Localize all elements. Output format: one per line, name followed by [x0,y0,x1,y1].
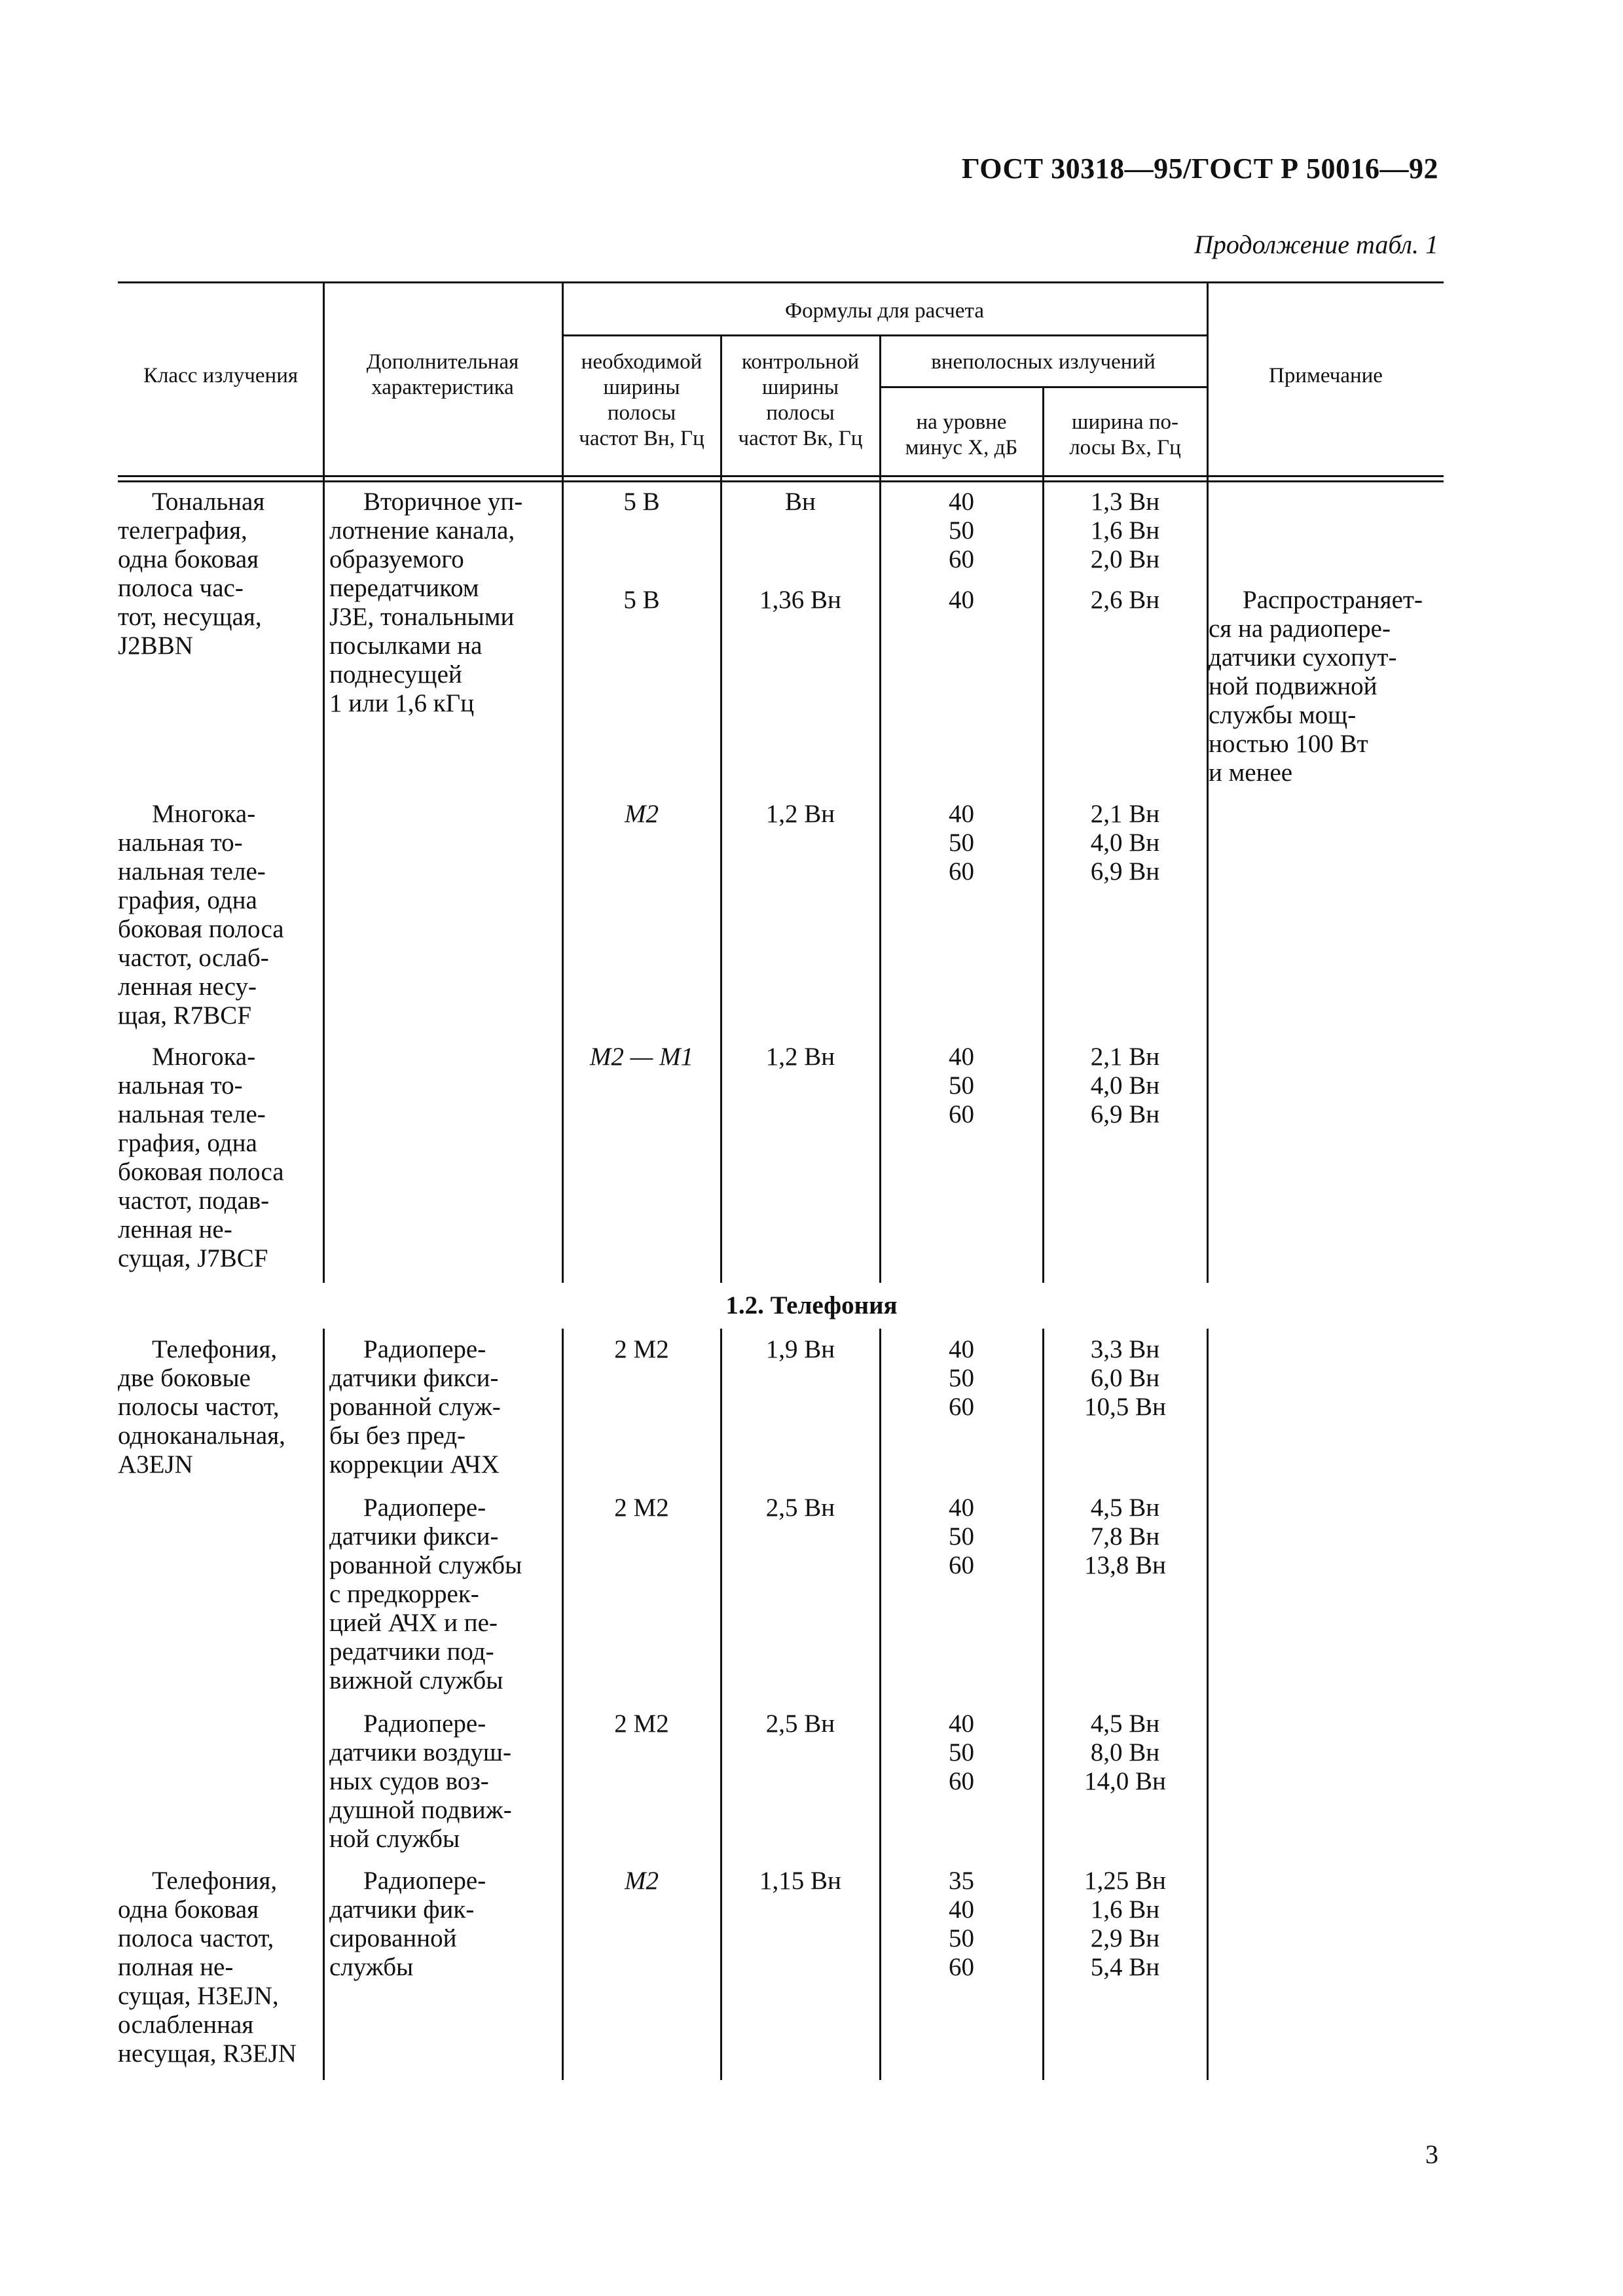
row3-required: M2 — M1 [589,1043,694,1071]
row2-required: M2 [625,800,659,828]
header-required-bandwidth: необходимой ширины полосы частот Bн, Гц [579,350,704,450]
row5-level: 40 50 60 [949,1494,974,1579]
row1b-level: 40 [949,586,974,614]
row3-class: Многока- нальная то- нальная теле- графия, одна боковая полоса частот, подав- ленная не- сущая, J7BCF [118,1043,284,1272]
row1-class: Тональная телеграфия, одна боковая полоса час- тот, несущая, J2BBN [118,488,265,660]
row1b-note: Распространяет- ся на радиопере- датчики сухопут- ной подвижной службы мощ- ностью 100 Вт и менее [1209,586,1423,787]
header-formulas: Формулы для расчета [785,299,984,323]
row7-control: 1,15 Bн [759,1867,841,1895]
row5-required: 2 M2 [614,1494,669,1522]
row1-characteristic: Вторичное уп- лотнение канала, образуемого передатчиком J3E, тональными посылками на поднесущей 1 или 1,6 кГц [329,488,523,717]
row2-control: 1,2 Bн [765,800,835,828]
row1a-control: Bн [785,488,816,516]
row5-bandwidth: 4,5 Bн 7,8 Bн 13,8 Bн [1084,1494,1166,1579]
row7-characteristic: Радиопере- датчики фик- сированной службы [329,1867,486,1981]
row4-class: Телефония, две боковые полосы частот, одноканальная, A3EJN [118,1335,285,1479]
row4-level: 40 50 60 [949,1335,974,1421]
header-level: на уровне минус X, дБ [905,410,1018,459]
row1a-level: 40 50 60 [949,488,974,573]
header-additional: Дополнительная характеристика [366,350,519,399]
row6-characteristic: Радиопере- датчики воздуш- ных судов воз- душной подвиж- ной службы [329,1710,512,1853]
row6-control: 2,5 Bн [765,1710,835,1738]
row4-bandwidth: 3,3 Bн 6,0 Bн 10,5 Bн [1084,1335,1166,1421]
row2-level: 40 50 60 [949,800,974,886]
row2-class: Многока- нальная то- нальная теле- графия, одна боковая полоса частот, ослаб- ленная несу- щая, R7BCF [118,800,284,1030]
row4-control: 1,9 Bн [765,1335,835,1363]
row4-required: 2 M2 [614,1335,669,1363]
row7-bandwidth: 1,25 Bн 1,6 Bн 2,9 Bн 5,4 Bн [1084,1867,1166,1981]
row3-level: 40 50 60 [949,1043,974,1128]
header-outband: внеполосных излучений [931,350,1156,374]
header-note: Примечание [1269,364,1383,387]
section-heading: 1.2. Телефония [725,1291,898,1319]
row1b-required: 5 B [623,586,660,614]
row7-required: M2 [625,1867,659,1895]
row1a-required: 5 B [623,488,660,516]
page-number: 3 [1425,2140,1438,2169]
row2-bandwidth: 2,1 Bн 4,0 Bн 6,9 Bн [1090,800,1160,886]
row7-level: 35 40 50 60 [949,1867,974,1981]
row6-bandwidth: 4,5 Bн 8,0 Bн 14,0 Bн [1084,1710,1166,1795]
header-bandwidth-x: ширина по- лосы Bх, Гц [1069,410,1181,459]
row1a-bandwidth: 1,3 Bн 1,6 Bн 2,0 Bн [1090,488,1160,573]
row3-bandwidth: 2,1 Bн 4,0 Bн 6,9 Bн [1090,1043,1160,1128]
table-continuation-label: Продолжение табл. 1 [1194,230,1438,259]
row6-required: 2 M2 [614,1710,669,1738]
row6-level: 40 50 60 [949,1710,974,1795]
header-class: Класс излучения [143,364,299,387]
header-control-bandwidth: контрольной ширины полосы частот Bк, Гц [738,350,863,450]
row5-characteristic: Радиопере- датчики фикси- рованной службы с предкоррек- цией АЧХ и пе- редатчики под- вижной службы [329,1494,522,1695]
row7-class: Телефония, одна боковая полоса частот, полная не- сущая, H3EJN, ослабленная несущая, R3EJN [118,1867,297,2068]
row4-characteristic: Радиопере- датчики фикси- рованной служ- бы без пред- коррекции АЧХ [329,1335,501,1479]
row3-control: 1,2 Bн [765,1043,835,1071]
row1b-control: 1,36 Bн [759,586,841,614]
document-title: ГОСТ 30318—95/ГОСТ Р 50016—92 [961,152,1438,185]
row5-control: 2,5 Bн [765,1494,835,1522]
row1b-bandwidth: 2,6 Bн [1090,586,1160,614]
